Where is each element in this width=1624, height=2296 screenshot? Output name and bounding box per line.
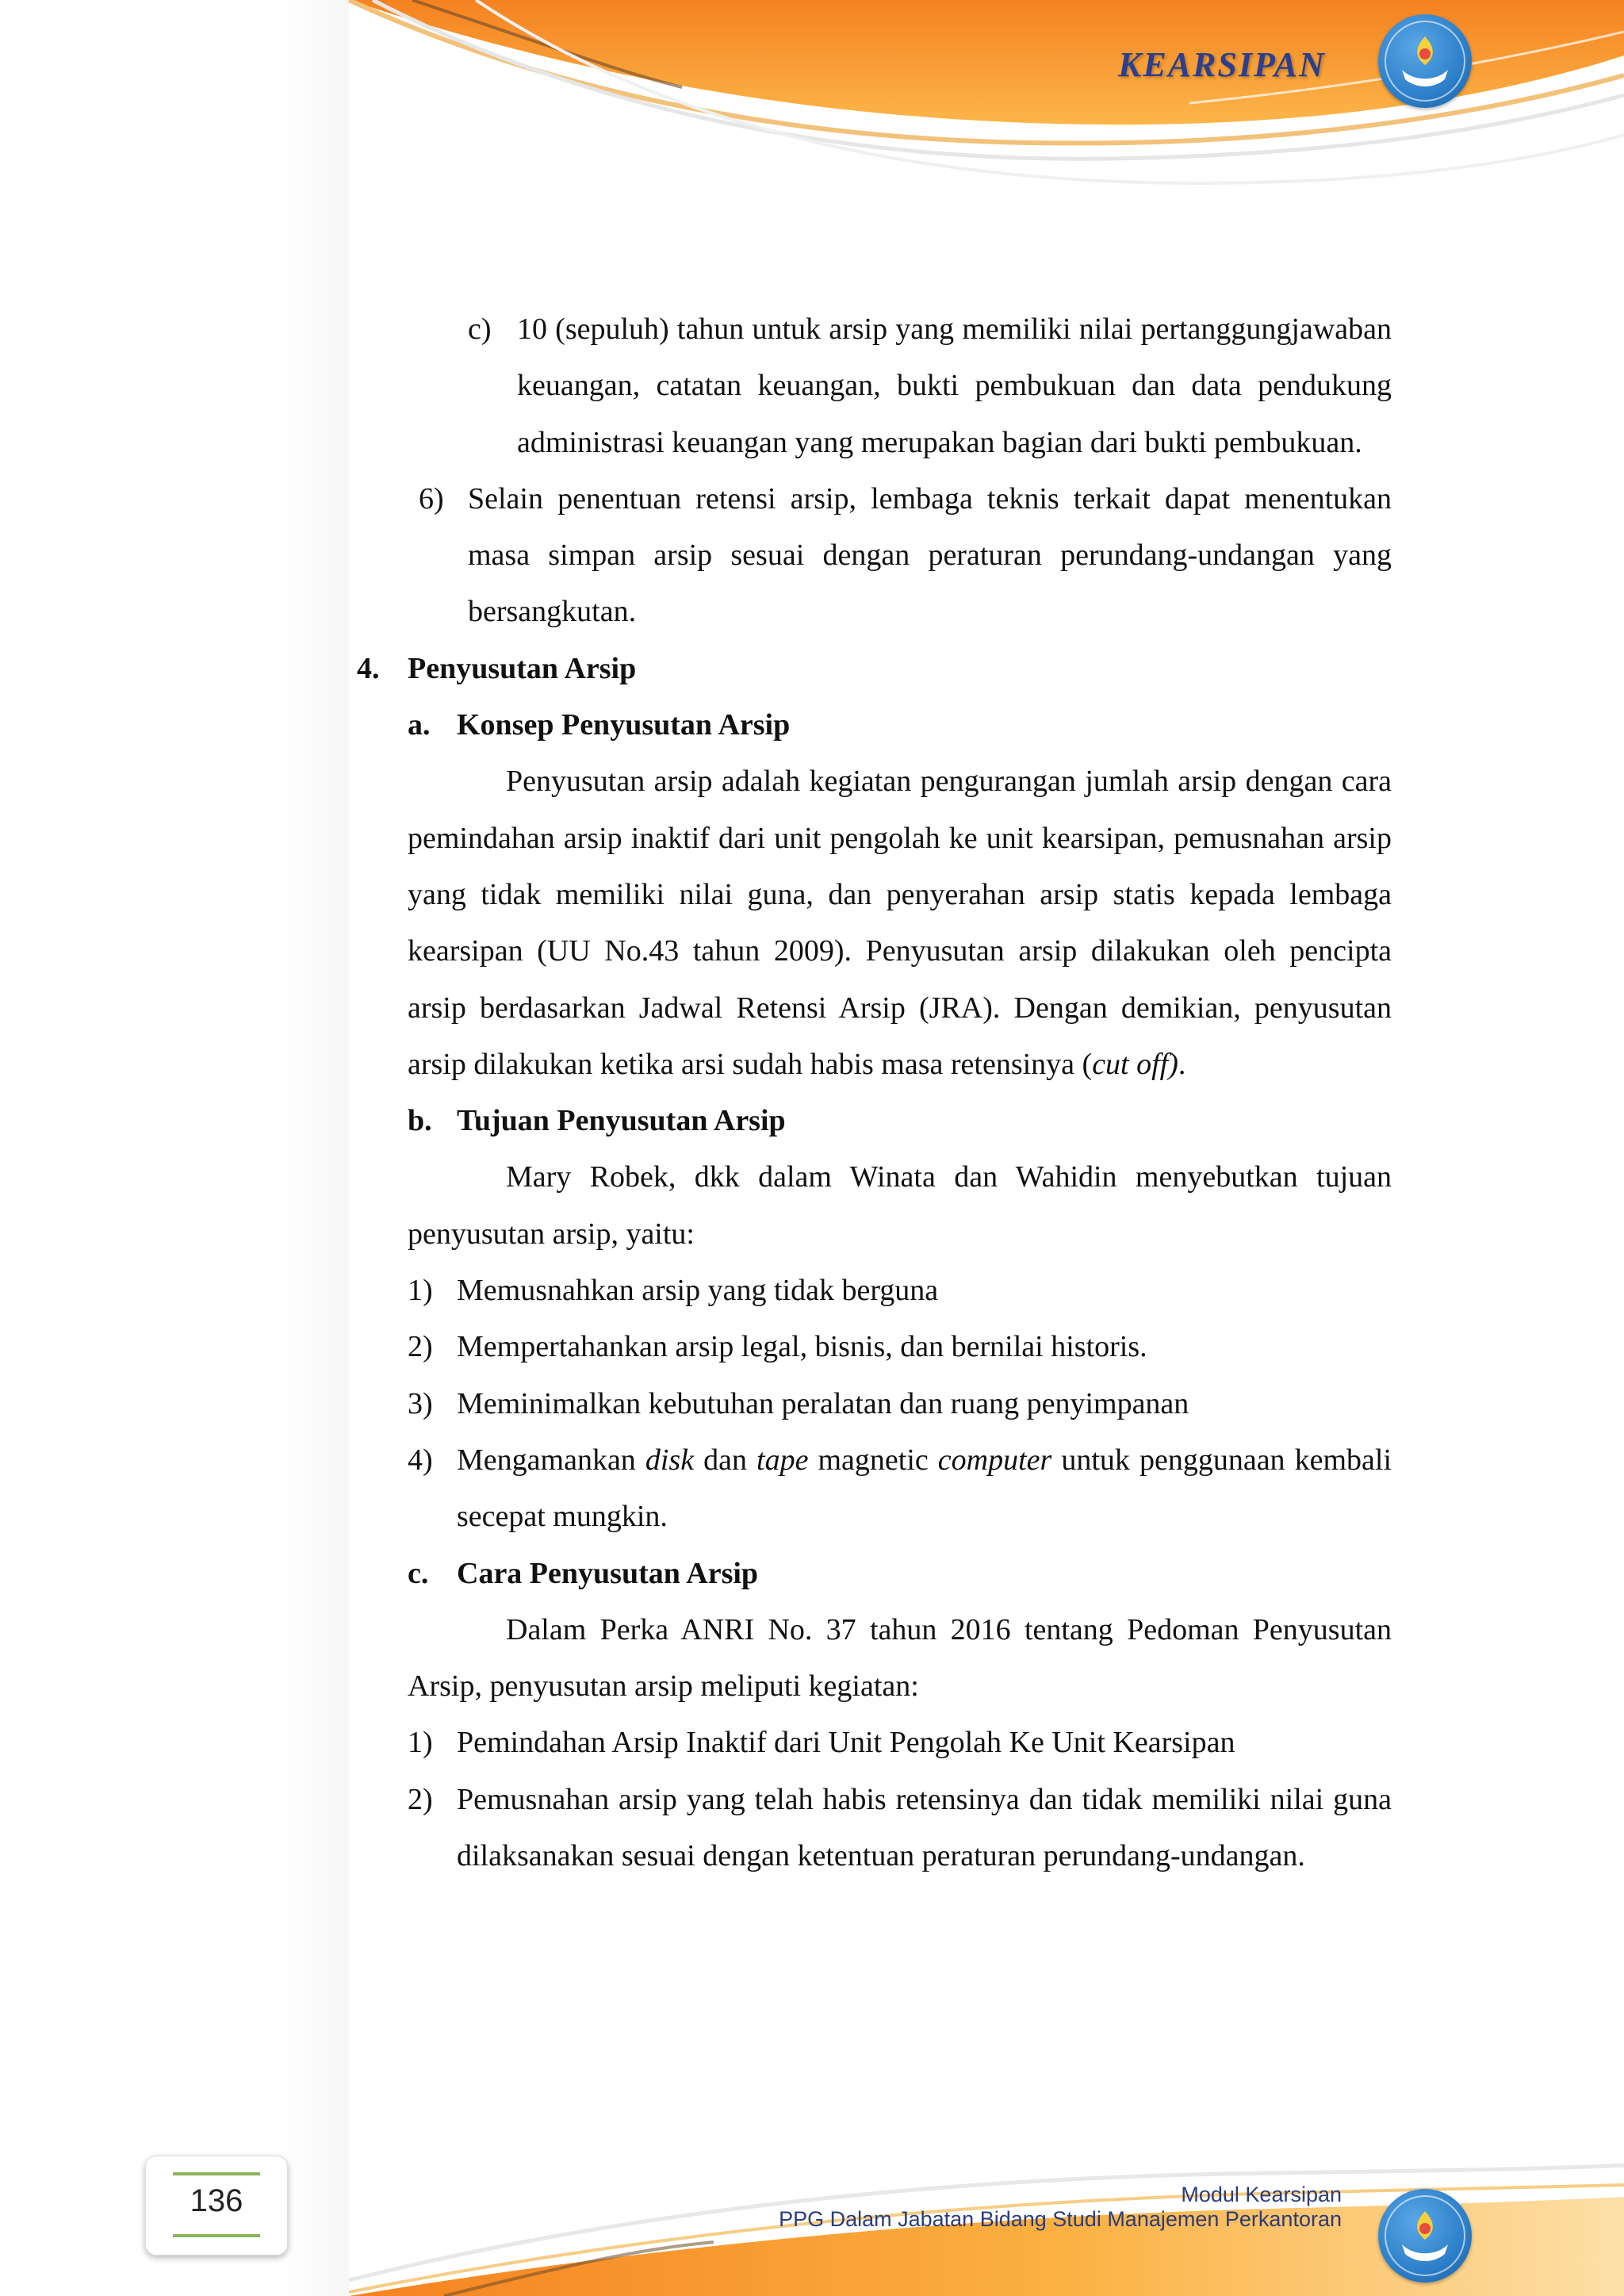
subsection-heading-a [408, 697, 1392, 753]
paragraph-text: Dalam Perka ANRI No. 37 tahun 2016 tentang Pedoman Penyusutan Arsip, penyusutan arsip meliputi kegiatan: [408, 1612, 1392, 1704]
document-body [357, 301, 1392, 1884]
list-marker: 4) [408, 1443, 433, 1477]
section-heading-4 [357, 641, 1392, 697]
footer-module-title: Modul Kearsipan [1181, 2183, 1342, 2206]
italic-term: cut off) [1092, 1047, 1178, 1081]
paragraph-tujuan [408, 1149, 1392, 1263]
kemdikbud-emblem-footer-icon [1378, 2189, 1472, 2283]
page-box-bottom-bar [173, 2234, 260, 2237]
list-item-text: Mempertahankan arsip legal, bisnis, dan bernilai historis. [457, 1330, 1147, 1364]
list-item [408, 1263, 1392, 1319]
list-item-text: Selain penentuan retensi arsip, lembaga teknis terkait dapat menentukan masa simpan arsip sesuai dengan peraturan perundang-undangan yang bersangkutan. [468, 481, 1392, 629]
italic-term: computer [937, 1443, 1052, 1477]
page-number-box [145, 2156, 288, 2256]
list-marker: 3) [408, 1386, 433, 1420]
list-item [408, 1772, 1392, 1885]
list-item [408, 1432, 1392, 1546]
header-title: KEARSIPAN [1118, 45, 1326, 84]
list-marker: 1) [408, 1726, 433, 1760]
page-number: 136 [190, 2183, 243, 2218]
list-item-text: Meminimalkan kebutuhan peralatan dan ruang penyimpanan [457, 1386, 1189, 1420]
page-box-top-bar [173, 2172, 260, 2175]
list-item-6 [419, 471, 1392, 641]
paragraph-cara [408, 1602, 1392, 1715]
list-marker: 2) [408, 1330, 433, 1364]
text-run: dan [694, 1443, 757, 1477]
italic-term: tape [756, 1443, 809, 1477]
list-item-text: Pemindahan Arsip Inaktif dari Unit Pengolah Ke Unit Kearsipan [457, 1726, 1235, 1760]
subsection-letter: b. [408, 1104, 432, 1138]
section-number: 4. [357, 651, 380, 685]
paragraph-text: Penyusutan arsip adalah kegiatan pengurangan jumlah arsip dengan cara pemindahan arsip inaktif dari unit pengolah ke unit kearsipan, pemusnahan arsip yang tidak memiliki nilai guna, dan penyerahan arsip statis kepada lembaga kearsipan (UU No.43 tahun 2009). Penyusutan arsip dilakukan oleh pencipta arsip berdasarkan Jadwal Retensi Arsip (JRA). Dengan demikian, penyusutan arsip dilakukan ketika arsi sudah habis masa retensinya ( [408, 765, 1392, 1081]
list-item-text: 10 (sepuluh) tahun untuk arsip yang memiliki nilai pertanggungjawaban keuangan, catatan keuangan, bukti pembukuan dan data pendukung administrasi keuangan yang merupakan bagian dari bukti pembukuan. [517, 312, 1392, 459]
subsection-title: Tujuan Penyusutan Arsip [457, 1104, 786, 1138]
page-left-band [0, 0, 349, 2296]
list-item [408, 1715, 1392, 1771]
section-title: Penyusutan Arsip [408, 651, 637, 685]
section-4-body [408, 697, 1392, 1884]
subsection-title: Cara Penyusutan Arsip [457, 1556, 759, 1590]
paragraph-konsep [408, 753, 1392, 1093]
text-run: untuk penggunaan kembali secepat mungkin. [457, 1443, 1392, 1534]
list-item-text: Memusnahkan arsip yang tidak berguna [457, 1274, 939, 1308]
kemdikbud-emblem-icon [1378, 14, 1472, 108]
list-item [408, 1376, 1392, 1432]
subsection-heading-b [408, 1093, 1392, 1149]
text-run: Mengamankan [457, 1443, 645, 1477]
list-marker: 2) [408, 1782, 433, 1816]
subsection-letter: c. [408, 1556, 429, 1590]
list-marker: c) [468, 312, 492, 346]
paragraph-end: . [1178, 1047, 1186, 1081]
italic-term: disk [645, 1443, 695, 1477]
subsection-title: Konsep Penyusutan Arsip [457, 708, 791, 742]
subsection-letter: a. [408, 708, 431, 742]
list-item-text [457, 1432, 1392, 1546]
footer-program-title: PPG Dalam Jabatan Bidang Studi Manajemen Perkantoran [779, 2207, 1342, 2231]
list-item-text: Pemusnahan arsip yang telah habis retensinya dan tidak memiliki nilai guna dilaksanakan sesuai dengan ketentuan peraturan perundang-undangan. [457, 1782, 1392, 1873]
list-marker: 1) [408, 1274, 433, 1308]
subsection-heading-c [408, 1546, 1392, 1602]
list-item [408, 1319, 1392, 1375]
list-item-c [468, 301, 1392, 471]
text-run: magnetic [808, 1443, 938, 1477]
list-marker: 6) [419, 481, 444, 516]
paragraph-text: Mary Robek, dkk dalam Winata dan Wahidin menyebutkan tujuan penyusutan arsip, yaitu: [408, 1160, 1392, 1251]
